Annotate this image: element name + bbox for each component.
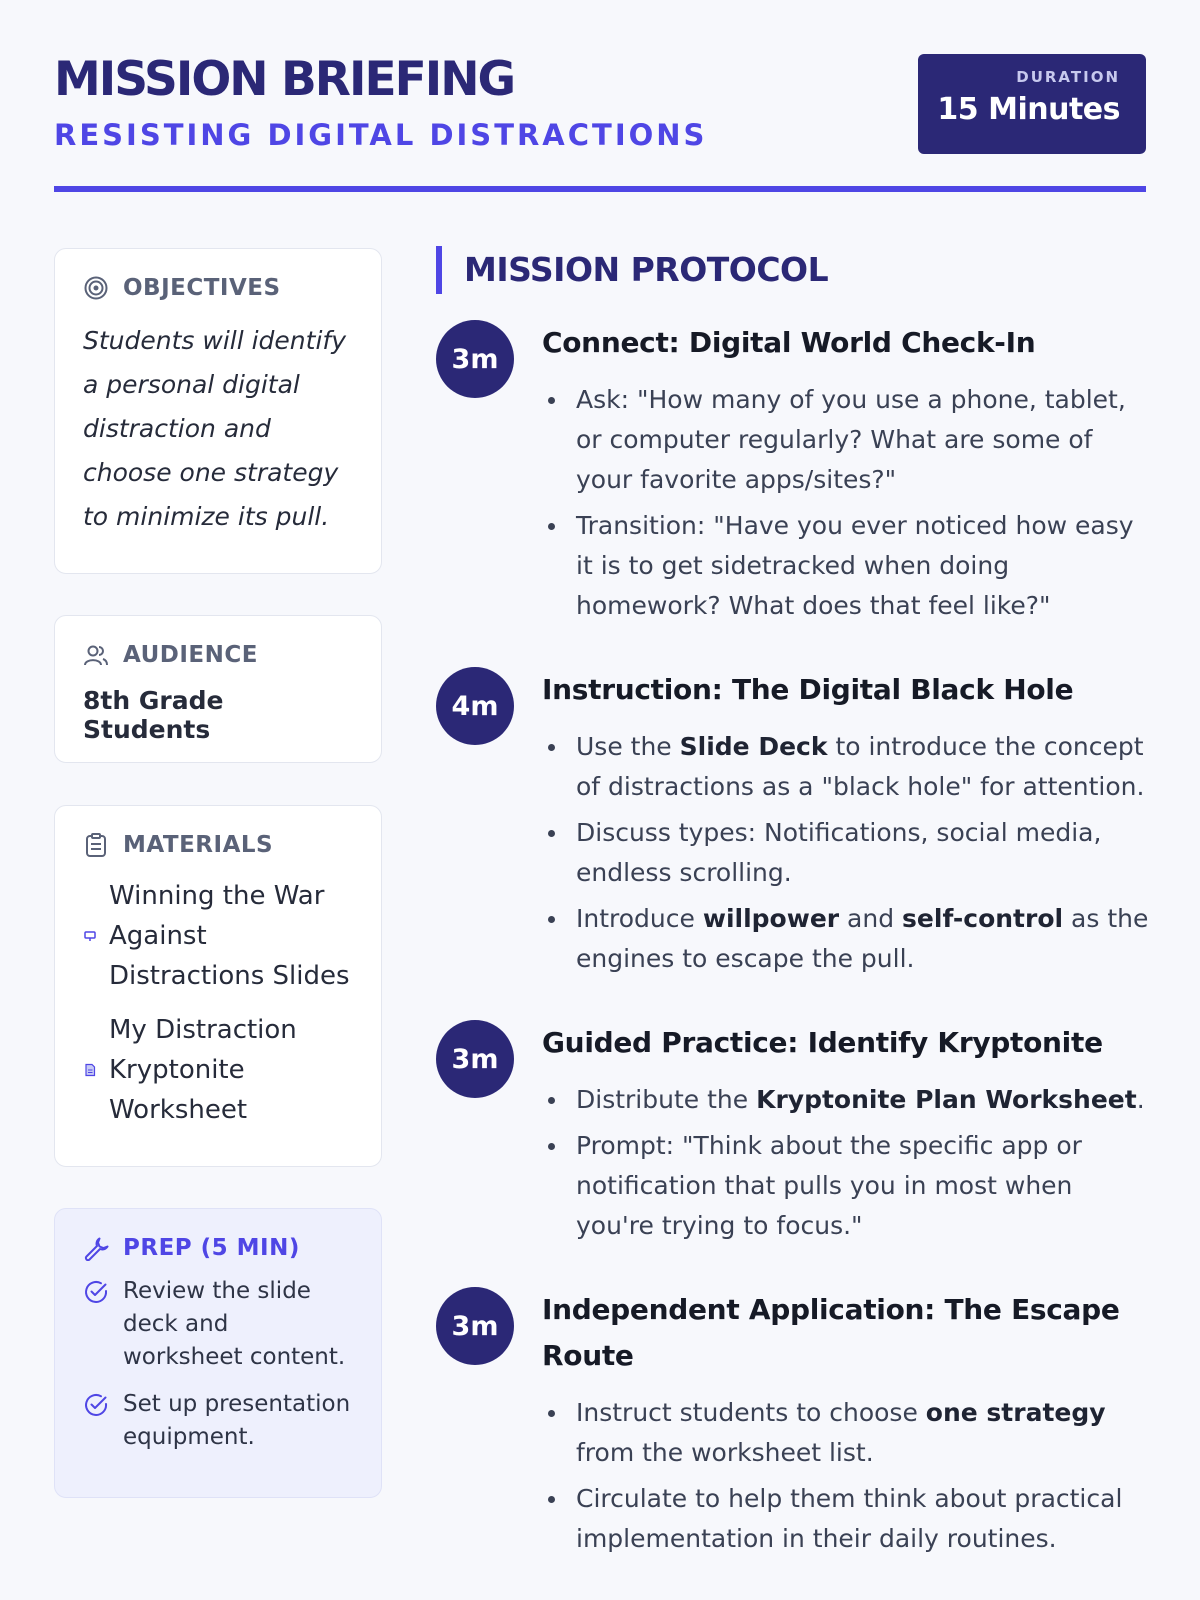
bullet-text: Ask: "How many of you use a phone, tablet, or computer regularly? What are some of your favorite apps/sites?" [576, 385, 1126, 494]
materials-card [54, 805, 382, 1167]
bullet-text: Circulate to help them think about practical implementation in their daily routines. [576, 1484, 1123, 1553]
bullet-text: as the engines to escape the pull. [576, 904, 1149, 973]
prep-card [54, 1208, 382, 1498]
step-bullet [542, 1126, 1156, 1246]
step-title: Independent Application: The Escape Route [542, 1293, 1120, 1372]
step-bullet [542, 727, 1156, 807]
header-divider [54, 186, 1146, 192]
wrench-icon [83, 1235, 109, 1261]
bullet-emphasis: Slide Deck [679, 732, 828, 761]
audience-text: 8th Grade Students [83, 686, 224, 744]
page-title: MISSION BRIEFING [54, 52, 515, 107]
step-time-badge: 4m [436, 667, 514, 745]
check-circle-icon [83, 1392, 109, 1418]
bullet-text: from the worksheet list. [576, 1438, 874, 1467]
bullet-text: . [1136, 1085, 1145, 1114]
step-bullet [542, 813, 1156, 893]
bullet-emphasis: Kryptonite Plan Worksheet [756, 1085, 1137, 1114]
duration-label: DURATION [1016, 68, 1120, 86]
protocol-step-3 [436, 1020, 1156, 1252]
bullet-emphasis: willpower [702, 904, 840, 933]
prep-item-text: Set up presentation equipment. [123, 1391, 351, 1450]
bullet-text: Introduce [576, 904, 703, 933]
materials-item [83, 876, 353, 996]
document-icon [83, 1063, 97, 1077]
materials-item-text: Winning the War Against Distractions Slides [109, 881, 350, 991]
bullet-text: Prompt: "Think about the specific app or notification that pulls you in most when you're trying to focus." [576, 1131, 1082, 1240]
clipboard-icon [83, 832, 109, 858]
presentation-icon [83, 929, 97, 943]
bullet-text: Discuss types: Notifications, social media, endless scrolling. [576, 818, 1102, 887]
header [54, 0, 1146, 196]
page-subtitle: RESISTING DIGITAL DISTRACTIONS [54, 118, 708, 152]
audience-card [54, 615, 382, 763]
objectives-text: Students will identify a personal digital distraction and choose one strategy to minimize its pull. [83, 326, 347, 531]
protocol-title: MISSION PROTOCOL [436, 246, 828, 294]
objectives-title: OBJECTIVES [123, 275, 281, 301]
step-title: Guided Practice: Identify Kryptonite [542, 1026, 1103, 1059]
protocol-step-1 [436, 320, 1156, 632]
protocol-step-4 [436, 1287, 1156, 1565]
materials-title: MATERIALS [123, 832, 274, 858]
step-bullet-list [542, 727, 1156, 979]
bullet-emphasis: self-control [902, 904, 1064, 933]
bullet-emphasis: one strategy [925, 1398, 1106, 1427]
step-bullet [542, 506, 1156, 626]
bullet-text: Instruct students to choose [576, 1398, 926, 1427]
materials-item-text: My Distraction Kryptonite Worksheet [109, 1015, 297, 1125]
step-title: Connect: Digital World Check-In [542, 326, 1036, 359]
step-bullet [542, 1080, 1156, 1120]
check-circle-icon [83, 1279, 109, 1305]
step-time-badge: 3m [436, 320, 514, 398]
bullet-text: Distribute the [576, 1085, 757, 1114]
objectives-card [54, 248, 382, 574]
prep-item [83, 1275, 353, 1374]
bullet-text: to introduce the concept of distractions as a "black hole" for attention. [576, 732, 1145, 801]
users-icon [83, 642, 109, 668]
target-icon [83, 275, 109, 301]
duration-badge [918, 54, 1146, 154]
step-bullet-list [542, 380, 1156, 626]
audience-title: AUDIENCE [123, 642, 258, 668]
step-bullet [542, 1479, 1156, 1559]
step-bullet-list [542, 1080, 1156, 1246]
step-bullet [542, 899, 1156, 979]
bullet-text: Transition: "Have you ever noticed how easy it is to get sidetracked when doing homework? What does that feel like?" [576, 511, 1134, 620]
duration-value: 15 Minutes [937, 92, 1120, 127]
bullet-text: and [839, 904, 903, 933]
protocol-step-2 [436, 667, 1156, 985]
materials-item [83, 1010, 353, 1130]
step-bullet-list [542, 1393, 1156, 1559]
prep-title: PREP (5 MIN) [123, 1235, 300, 1261]
step-bullet [542, 1393, 1156, 1473]
step-title: Instruction: The Digital Black Hole [542, 673, 1074, 706]
prep-item [83, 1388, 353, 1454]
step-bullet [542, 380, 1156, 500]
step-time-badge: 3m [436, 1287, 514, 1365]
step-time-badge: 3m [436, 1020, 514, 1098]
bullet-text: Use the [576, 732, 680, 761]
prep-item-text: Review the slide deck and worksheet content. [123, 1278, 346, 1370]
